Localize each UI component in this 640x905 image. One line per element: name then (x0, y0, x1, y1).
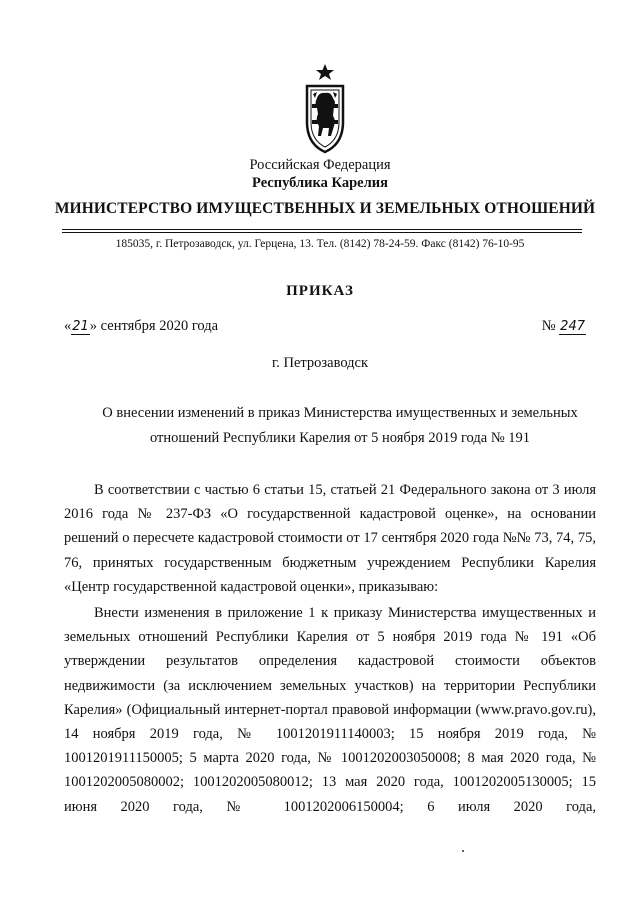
subject-line-2: отношений Республики Карелия от 5 ноября 2019 года № 191 (149, 430, 531, 446)
date-day-handwritten: 21 (72, 319, 89, 334)
date-rest: » сентября 2020 года (89, 318, 219, 334)
ministry-address: 185035, г. Петрозаводск, ул. Герцена, 13. Тел. (8142) 78-24-59. Факс (8142) 76-10-95 (115, 238, 525, 250)
order-date (64, 318, 218, 335)
date-open-quote: « (64, 318, 72, 334)
karelia-coat-of-arms-icon (303, 64, 347, 154)
scan-speck (462, 850, 464, 852)
order-subject (80, 401, 600, 451)
number-value-handwritten: 247 (560, 319, 585, 334)
number-prefix: № (541, 318, 556, 334)
republic-name: Республика Карелия (252, 175, 388, 191)
body-paragraph-2: Внести изменения в приложение 1 к приказу Министерства имущественных и земельных отношений Республики Карелия от 5 ноября 2019 года № 191 «Об утверждении результатов определения кадастровой стоимости объектов недвижимости (за исключением земельных участков) на территории Республики Карелия» (Официальный интернет-портал правовой информации (www.pravo.gov.ru), 14 ноября 2019 года, № 1001201911140003; 15 ноября 2019 года, № 1001201911150005; 5 марта 2020 года, № 1001202003050008; 8 мая 2020 года, № 1001202005080002; 1001202005080012; 13 мая 2020 года, 1001202005130005; 15 июня 2020 года, № 1001202006150004; 6 июля 2020 года, (64, 605, 596, 815)
subject-line-1: О внесении изменений в приказ Министерства имущественных и земельных (102, 405, 578, 421)
order-number (542, 318, 586, 335)
header-divider-thin (62, 232, 582, 233)
header-divider (62, 229, 582, 230)
order-city: г. Петрозаводск (271, 355, 369, 371)
ministry-name: МИНИСТЕРСТВО ИМУЩЕСТВЕННЫХ И ЗЕМЕЛЬНЫХ ОТНОШЕНИЙ (54, 200, 596, 217)
document-type: ПРИКАЗ (286, 283, 354, 299)
country-name: Российская Федерация (249, 157, 391, 173)
order-body (64, 478, 596, 819)
body-paragraph-1: В соответствии с частью 6 статьи 15, статьей 21 Федерального закона от 3 июля 2016 года № 237-ФЗ «О государственной кадастровой оценке», на основании решений о пересчете кадастровой стоимости от 17 сентября 2020 года №№ 73, 74, 75, 76, принятых государственным бюджетным учреждением Республики Карелия «Центр государственной кадастровой оценки», приказываю: (64, 482, 596, 595)
